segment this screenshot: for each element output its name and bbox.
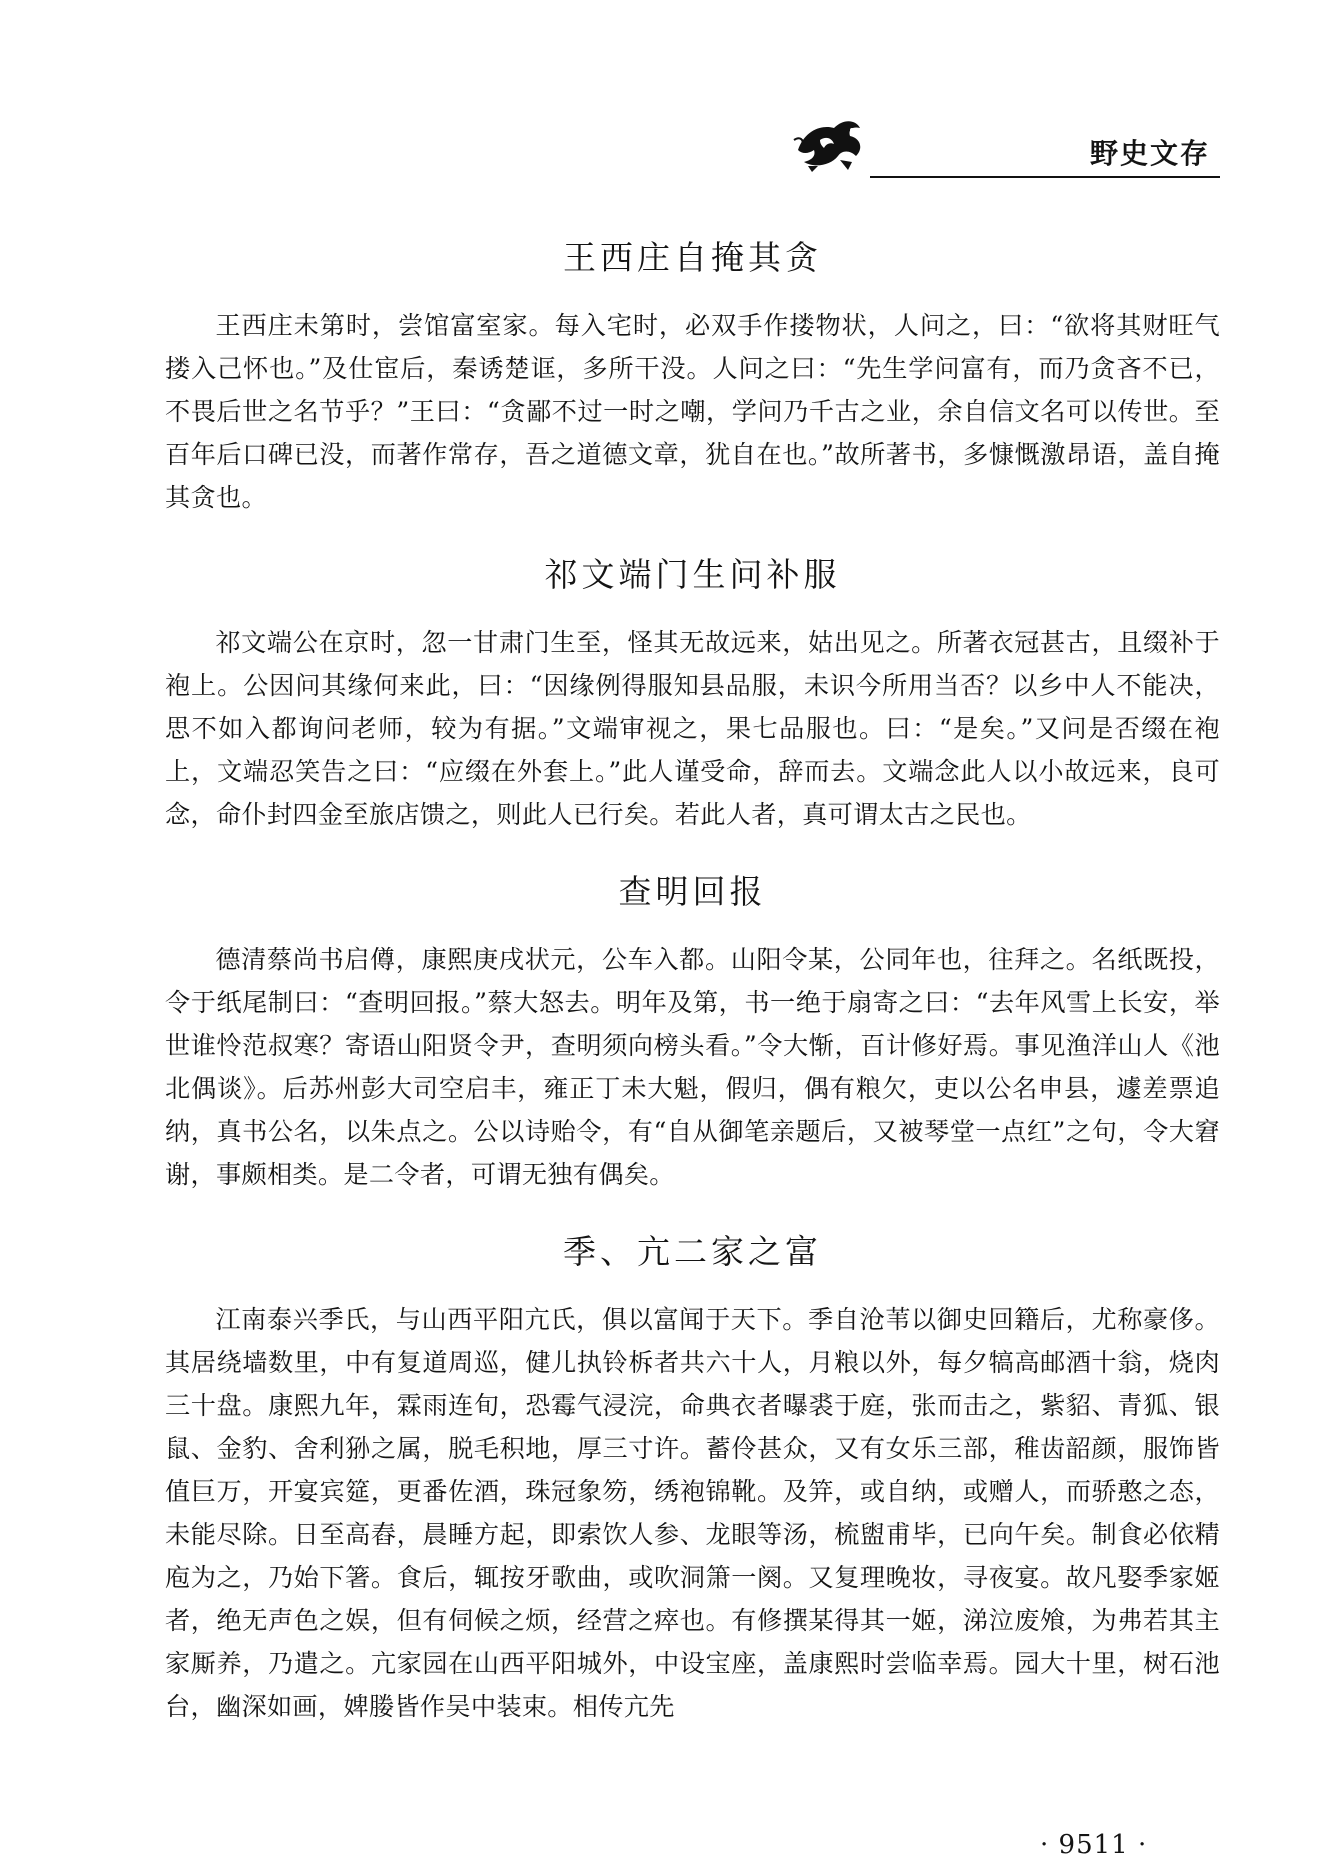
header-rule — [870, 176, 1220, 178]
section-title: 王西庄自掩其贪 — [563, 238, 822, 277]
section-paragraph: 德清蔡尚书启僔，康熙庚戌状元，公车入都。山阳令某，公同年也，往拜之。名纸既投，令于纸尾制曰：“查明回报。”蔡大怒去。明年及第，书一绝于扇寄之曰：“去年风雪上长安，举世谁怜范叔寒？寄语山阳贤令尹，查明须向榜头看。”令大惭，百计修好焉。事见渔洋山人《池北偶谈》。后苏州彭大司空启丰，雍正丁未大魁，假归，偶有粮欠，吏以公名申县，遽差票追纳，真书公名，以朱点之。公以诗贻令，有“自从御笔亲题后，又被琴堂一点红”之句，令大窘谢，事颇相类。是二令者，可谓无独有偶矣。 — [165, 945, 1220, 1189]
page-number: · 9511 · — [1040, 1830, 1148, 1860]
running-header — [790, 110, 1220, 180]
series-title: 野史文存 — [1089, 137, 1210, 170]
dragon-emblem-icon — [790, 110, 870, 174]
section-title: 查明回报 — [618, 872, 767, 911]
section-paragraph: 王西庄未第时，尝馆富室家。每入宅时，必双手作搂物状，人问之，曰：“欲将其财旺气搂入己怀也。”及仕宦后，秦诱楚诓，多所干没。人问之曰：“先生学问富有，而乃贪吝不已，不畏后世之名节乎？”王曰：“贪鄙不过一时之嘲，学问乃千古之业，余自信文名可以传世。至百年后口碑已没，而著作常存，吾之道德文章，犹自在也。”故所著书，多慷慨激昂语，盖自掩其贪也。 — [165, 311, 1220, 512]
section-title: 季、亢二家之富 — [563, 1232, 822, 1271]
section-ji-kang-wealth — [165, 1222, 1220, 1728]
section-chaming-huibao — [165, 862, 1220, 1196]
section-paragraph: 江南泰兴季氏，与山西平阳亢氏，俱以富闻于天下。季自沧苇以御史回籍后，尤称豪侈。其居绕墙数里，中有复道周巡，健儿执铃柝者共六十人，月粮以外，每夕犒高邮酒十翁，烧肉三十盘。康熙九年，霖雨连旬，恐霉气浸浣，命典衣者曝裘于庭，张而击之，紫貂、青狐、银鼠、金豹、舍利狲之属，脱毛积地，厚三寸许。蓄伶甚众，又有女乐三部，稚齿韶颜，服饰皆值巨万，开宴宾筵，更番佐酒，珠冠象笏，绣袍锦靴。及笄，或自纳，或赠人，而骄憨之态，未能尽除。日至高舂，晨睡方起，即索饮人参、龙眼等汤，梳盥甫毕，已向午矣。制食必依精庖为之，乃始下箸。食后，辄按牙歌曲，或吹洞箫一阕。又复理晚妆，寻夜宴。故凡娶季家姬者，绝无声色之娱，但有伺候之烦，经营之瘁也。有修撰某得其一姬，涕泣废飧，为弗若其主家厮养，乃遣之。亢家园在山西平阳城外，中设宝座，盖康熙时尝临幸焉。园大十里，树石池台，幽深如画，婢媵皆作吴中装束。相传亢先 — [165, 1305, 1220, 1721]
section-title: 祁文端门生问补服 — [544, 555, 841, 594]
article-body — [165, 228, 1220, 1754]
section-qi-wenduan — [165, 545, 1220, 836]
section-paragraph: 祁文端公在京时，忽一甘肃门生至，怪其无故远来，姑出见之。所著衣冠甚古，且缀补于袍上。公因问其缘何来此，曰：“因缘例得服知县品服，未识今所用当否？以乡中人不能决，思不如入都询问老师，较为有据。”文端审视之，果七品服也。曰：“是矣。”又问是否缀在袍上，文端忍笑告之曰：“应缀在外套上。”此人谨受命，辞而去。文端念此人以小故远来，良可念，命仆封四金至旅店馈之，则此人已行矣。若此人者，真可谓太古之民也。 — [165, 628, 1220, 829]
section-wang-xizhuang — [165, 228, 1220, 519]
